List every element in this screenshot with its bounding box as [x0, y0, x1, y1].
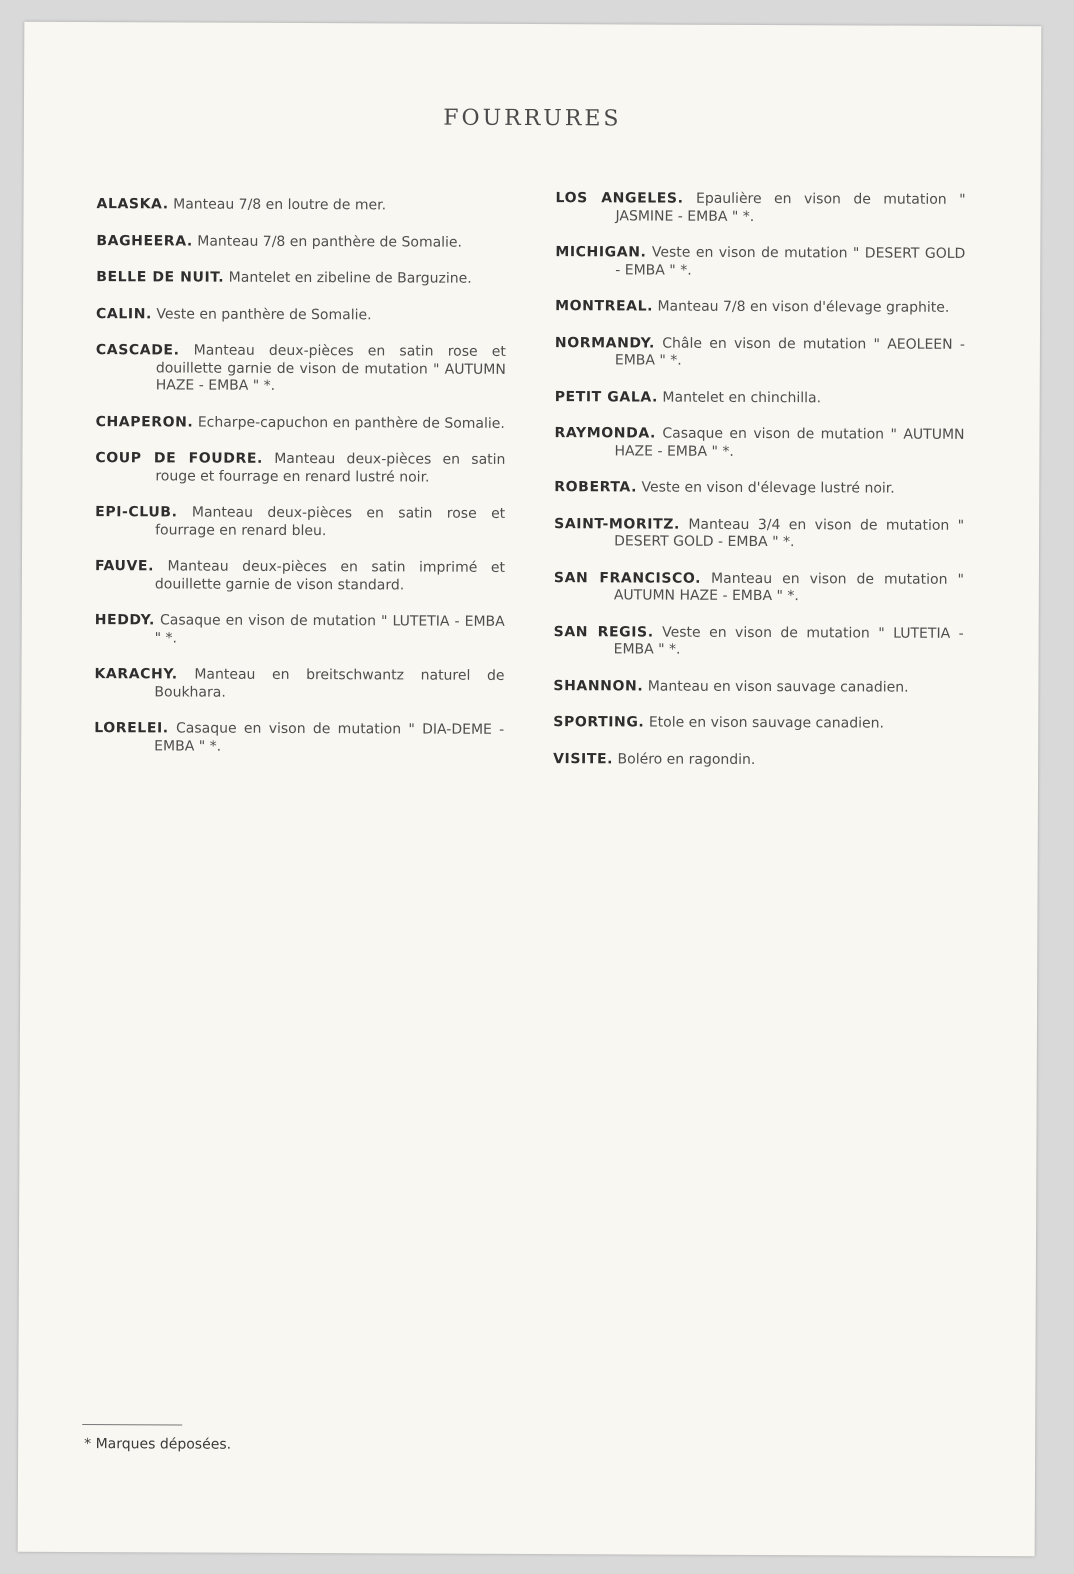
- entry-name: BAGHEERA.: [96, 232, 193, 250]
- entry-description: Veste en vison de mutation " LUTETIA - EMBA " *.: [613, 624, 964, 658]
- entry-description: Veste en panthère de Somalie.: [156, 305, 372, 323]
- list-item: [555, 335, 965, 372]
- list-item: [555, 298, 965, 317]
- entry-name: ROBERTA.: [554, 479, 638, 496]
- list-item: [554, 479, 964, 498]
- list-item: [96, 342, 506, 396]
- entry-description: Mantelet en chinchilla.: [662, 389, 822, 406]
- right-column: [553, 190, 966, 789]
- entry-name: SAINT-MORITZ.: [554, 515, 680, 533]
- entry-name: SAN REGIS.: [553, 623, 654, 641]
- entry-description: Epaulière en vison de mutation " JASMINE - EMBA " *.: [615, 190, 966, 225]
- entry-description: Casaque en vison de mutation " LUTETIA - EMBA " *.: [154, 612, 505, 646]
- entry-description: Manteau deux-pièces en satin rose et douillette garnie de vison de mutation " AUTUMN HAZE - EMBA " *.: [155, 342, 506, 394]
- entry-name: LOS ANGELES.: [555, 190, 684, 207]
- list-item: [94, 720, 504, 757]
- entry-name: CALIN.: [96, 305, 152, 322]
- entry-description: Manteau 7/8 en vison d'élevage graphite.: [657, 298, 950, 316]
- entry-name: KARACHY.: [94, 666, 178, 683]
- entry-name: CASCADE.: [95, 342, 180, 359]
- entry-name: MONTREAL.: [555, 298, 654, 315]
- footnote: * Marques déposées.: [84, 1436, 232, 1453]
- entry-name: PETIT GALA.: [554, 388, 659, 406]
- entry-name: VISITE.: [553, 750, 614, 767]
- entry-name: EPI-CLUB.: [95, 504, 178, 521]
- entry-description: Manteau en vison de mutation " AUTUMN HAZE - EMBA " *.: [613, 570, 964, 605]
- entry-description: Casaque en vison de mutation " AUTUMN HAZE - EMBA " *.: [614, 425, 965, 460]
- entry-description: Veste en vison de mutation " DESERT GOLD - EMBA " *.: [615, 244, 966, 279]
- entry-name: COUP DE FOUDRE.: [95, 450, 263, 467]
- list-item: [554, 425, 964, 462]
- entry-name: ALASKA.: [96, 196, 169, 213]
- list-item: [554, 570, 964, 607]
- list-item: [553, 678, 963, 697]
- document-page: [18, 22, 1042, 1556]
- entry-description: Manteau 7/8 en loutre de mer.: [173, 196, 387, 214]
- entry-name: FAUVE.: [94, 558, 155, 575]
- list-item: [553, 714, 963, 733]
- list-item: [553, 751, 963, 770]
- list-item: [96, 414, 506, 433]
- footnote-divider: [82, 1424, 182, 1425]
- entry-description: Echarpe-capuchon en panthère de Somalie.: [197, 414, 505, 432]
- list-item: [97, 196, 507, 215]
- entry-name: NORMANDY.: [554, 334, 656, 352]
- list-item: [95, 504, 505, 541]
- entry-description: Manteau deux-pièces en satin rouge et fourrage en renard lustré noir.: [155, 450, 506, 486]
- entry-description: Manteau 3/4 en vison de mutation " DESERT GOLD - EMBA " *.: [614, 516, 965, 551]
- list-item: [96, 269, 506, 288]
- entry-name: LORELEI.: [94, 720, 169, 737]
- entry-description: Etole en vison sauvage canadien.: [648, 714, 885, 732]
- entry-name: SAN FRANCISCO.: [553, 569, 702, 587]
- entry-name: MICHIGAN.: [555, 244, 647, 261]
- entry-description: Veste en vison d'élevage lustré noir.: [641, 479, 895, 497]
- entry-description: Casaque en vison de mutation " DIA-DEME - EMBA " *.: [154, 720, 505, 755]
- list-item: [95, 612, 505, 649]
- list-item: [554, 624, 964, 661]
- entry-name: HEDDY.: [94, 612, 156, 629]
- entry-description: Boléro en ragondin.: [617, 750, 756, 768]
- page-title: FOURRURES: [443, 105, 622, 132]
- entry-description: Manteau deux-pièces en satin rose et fourrage en renard bleu.: [155, 504, 506, 539]
- entry-description: Mantelet en zibeline de Barguzine.: [228, 269, 472, 287]
- list-item: [94, 666, 504, 703]
- entry-description: Manteau deux-pièces en satin imprimé et douillette garnie de vison standard.: [154, 558, 505, 593]
- entry-name: SPORTING.: [553, 714, 645, 731]
- list-item: [555, 190, 965, 227]
- list-item: [96, 306, 506, 325]
- list-item: [555, 244, 965, 281]
- list-item: [96, 233, 506, 252]
- entry-name: SHANNON.: [553, 677, 644, 694]
- entry-description: Manteau en breitschwantz naturel de Boukhara.: [154, 666, 505, 701]
- entry-description: Châle en vison de mutation " AEOLEEN - EMBA " *.: [614, 335, 965, 369]
- list-item: [95, 558, 505, 595]
- entry-name: BELLE DE NUIT.: [96, 269, 225, 286]
- left-column: [94, 196, 507, 776]
- entry-description: Manteau 7/8 en panthère de Somalie.: [197, 233, 463, 251]
- entry-name: RAYMONDA.: [554, 425, 656, 442]
- entry-description: Manteau en vison sauvage canadien.: [647, 678, 909, 696]
- entry-name: CHAPERON.: [95, 413, 194, 431]
- list-item: [95, 450, 505, 487]
- list-item: [554, 516, 964, 553]
- list-item: [555, 389, 965, 408]
